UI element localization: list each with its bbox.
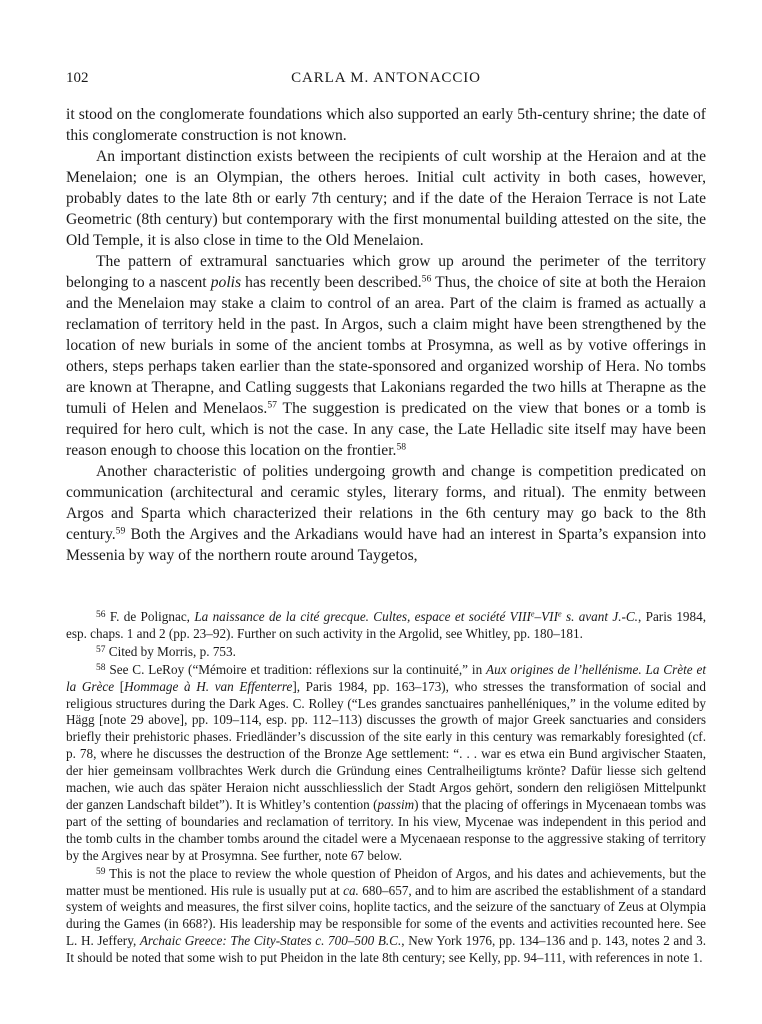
- text-span: –VII: [534, 609, 558, 624]
- italic-title: Aux origines de l’hellénisme. La Crète et la Grèce: [66, 661, 706, 694]
- main-text: [66, 104, 706, 566]
- text-span: has recently been described.: [241, 274, 422, 291]
- text-span: , New York 1976, pp. 134–136 and p. 143, notes 2 and 3. It should be noted that some wish to put Pheidon in the late 8th century; see Kelly, pp. 94–111, with references in note 1.: [66, 933, 706, 966]
- footnote-number: 59: [96, 866, 106, 877]
- footnote-number: 58: [96, 662, 106, 673]
- text-span: Both the Argives and the Arkadians would have had an interest in Sparta’s expansion into Messenia by way of the northern route around Taygetos,: [66, 526, 706, 564]
- text-span: s. avant J.-C.: [561, 609, 638, 624]
- italic-term: polis: [210, 274, 242, 291]
- footnote-57: [66, 644, 706, 661]
- text-span: La naissance de la cité grecque. Cultes, espace et société VIII: [194, 609, 531, 624]
- paragraph-3: [66, 251, 706, 461]
- page-header: [66, 70, 706, 90]
- footnote-58: [66, 662, 706, 865]
- text-span: Thus, the choice of site at both the Heraion and the Menelaion may stake a claim to control of an area. Part of the claim is framed as actually a reclamation of territory held in the past. In Argos, such a claim might have been strengthened by the location of new burials in some of the ancient tombs at Prosymna, as well as by votive offerings in others, steps perhaps taken earlier than the state-sponsored and organized worship of Hera. No tombs are known at Therapne, and Catling suggests that Lakonians regarded the two hills at Therapne as the tumuli of Helen and Menelaos.: [66, 274, 706, 417]
- footnotes: [66, 609, 706, 968]
- text-span: This is not the place to review the whole question of Pheidon of Argos, and his dates and achievements, but the matter must be mentioned. His rule is usually put at: [66, 865, 706, 898]
- text-span: The pattern of extramural sanctuaries which grow up around the perimeter of the territory belonging to a nascent: [66, 253, 706, 291]
- footnote-number: 57: [96, 644, 106, 655]
- italic-term: ca.: [343, 882, 359, 898]
- text-span: The suggestion is predicated on the view that bones or a tomb is required for hero cult, which is not the case. In any case, the Late Helladic site itself may have been reason enough to choose this location on the frontier.: [66, 400, 706, 459]
- text-span: ) that the placing of offerings in Mycenaean tombs was part of the setting of boundaries and reclamation of territory. In his view, Mycenae was independent in this period and the tomb cults in the chamber tombs around the citadel were a Mycenaean response to the aggressive staking of territory by the Argives near by at Prosymna. See further, note 67 below.: [66, 796, 706, 863]
- text-span: , Paris 1984, esp. chaps. 1 and 2 (pp. 23–92). Further on such activity in the Argolid, see Whitley, pp. 180–181.: [66, 609, 707, 641]
- text-span: 680–657, and to him are ascribed the establishment of a standard system of weights and measures, the first silver coins, hoplite tactics, and the seizure of the sanctuary of Zeus at Olympia during the Games (in 668?). His leadership may be responsible for some of the events and activities recounted here. See L. H. Jeffery,: [66, 882, 706, 949]
- italic-title: Archaic Greece: The City-States c. 700–500 B.C.: [139, 933, 402, 949]
- italic-title: Hommage à H. van Effenterre: [124, 678, 293, 694]
- footnote-59: [66, 866, 706, 967]
- text-span: Another characteristic of polities undergoing growth and change is competition predicated on communication (architectural and ceramic styles, literary forms, and ritual). The enmity between Argos and Sparta which characterized their relations in the 6th century may go back to the 8th century.: [66, 463, 706, 543]
- italic-title: [194, 609, 638, 624]
- running-head: CARLA M. ANTONACCIO: [291, 70, 481, 86]
- text-span: Cited by Morris, p. 753.: [105, 643, 236, 659]
- paragraph-4: [66, 461, 706, 566]
- text-span: ], Paris 1984, pp. 163–173), who stresses the transformation of social and religious structures during the Dark Ages. C. Rolley (“Les grandes sanctuaires panhelléniques,” in the volume edited by Hägg [note 29 above], pp. 109–114, esp. pp. 112–113) discusses the growth of major Greek sanctuaries and considers briefly their prehistoric phases. Friedländer’s discussion of the site early in this century was remarkably foresighted (cf. p. 78, where he discusses the destruction of the Bronze Age settlement: “. . . war es etwa ein Bund argivischer Staaten, der hier gemeinsam vollbrachtes Werk durch die Gründung eines Centralheiligtums krönte? Dafür liesse sich geltend machen, wie auch das später Heraion nicht ausschliesslich der Stadt Argos gehört, sondern den religiösen Mittelpunkt der ganzen Landschaft bildet”). It is Whitley’s contention (: [66, 678, 706, 812]
- superscript: e: [530, 609, 535, 619]
- text-span: F. de Polignac,: [105, 609, 195, 624]
- text-span: [: [114, 678, 125, 694]
- text-span: See C. LeRoy (“Mémoire et tradition: réflexions sur la continuité,” in: [105, 661, 487, 677]
- footnote-ref-58[interactable]: 58: [396, 441, 407, 453]
- superscript: e: [557, 609, 562, 619]
- footnote-ref-57[interactable]: 57: [267, 399, 277, 411]
- italic-term: passim: [377, 796, 415, 812]
- footnote-ref-56[interactable]: 56: [421, 273, 432, 285]
- footnote-number: 56: [96, 610, 106, 621]
- footnote-56: [66, 609, 706, 643]
- page-number: 102: [66, 70, 89, 86]
- paragraph-1: it stood on the conglomerate foundations which also supported an early 5th-century shrine; the date of this conglomerate construction is not known.: [66, 106, 706, 144]
- footnote-ref-59[interactable]: 59: [115, 525, 126, 537]
- paragraph-2: An important distinction exists between the recipients of cult worship at the Heraion and at the Menelaion; one is an Olympian, the others heroes. Initial cult activity in both cases, however, probably dates to the late 8th or early 7th century; and if the date of the Heraion Terrace is not Late Geometric (8th century) but contemporary with the first monumental building attested on the site, the Old Temple, it is also close in time to the Old Menelaion.: [66, 148, 706, 249]
